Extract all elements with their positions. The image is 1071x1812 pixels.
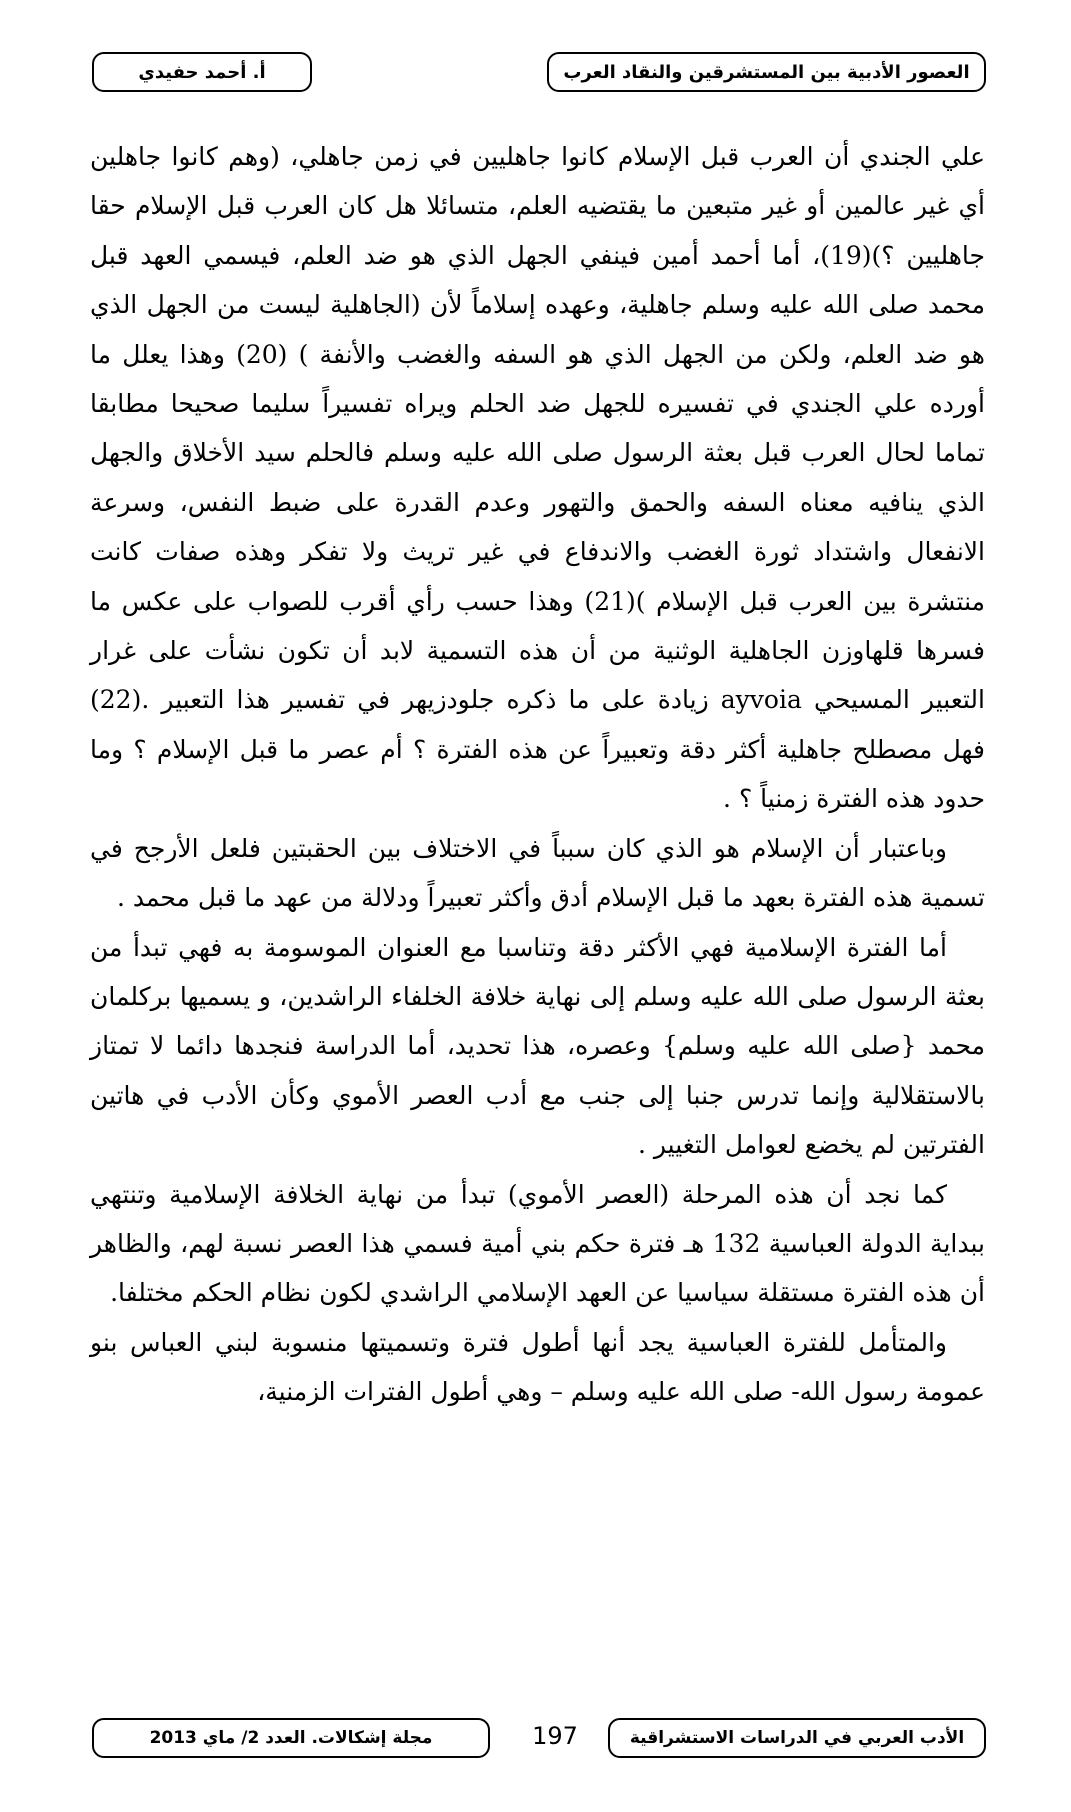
page-number: 197 xyxy=(532,1722,578,1750)
series-title: الأدب العربي في الدراسات الاستشراقية xyxy=(608,1718,986,1758)
paragraph-2: وباعتبار أن الإسلام هو الذي كان سبباً في الاختلاف بين الحقبتين فلعل الأرجح في تسمية هذه الفترة بعهد ما قبل الإسلام أدق وأكثر تعبيراً ودلالة من عهد ما قبل محمد . xyxy=(90,833,985,913)
paragraph-1: علي الجندي أن العرب قبل الإسلام كانوا جاهليين في زمن جاهلي، (وهم كانوا جاهلين أي غير عالمين أو غير متبعين ما يقتضيه العلم، متسائلا هل كان العرب قبل الإسلام حقا جاهليين ؟)(19)، أما أحمد أمين فينفي الجهل الذي هو ضد العلم، فيسمي العهد قبل محمد صلى الله عليه وسلم جاهلية، وعهده إسلاماً لأن (الجاهلية ليست من الجهل الذي هو ضد العلم، ولكن من الجهل الذي هو السفه والغضب والأنفة ) (20) وهذا يعلل ما أورده علي الجندي في تفسيره للجهل ضد الحلم ويراه تفسيراً سليما صحيحا مطابقا تماما لحال العرب قبل بعثة الرسول صلى الله عليه وسلم فالحلم سيد الأخلاق والجهل الذي ينافيه معناه السفه والحمق والتهور وعدم القدرة على ضبط النفس، وسرعة الانفعال واشتداد ثورة الغضب والاندفاع في غير تريث ولا تفكر وهذه صفات كانت منتشرة بين العرب قبل الإسلام )(21) وهذا حسب رأي أقرب للصواب على عكس ما فسرها قلهاوزن الجاهلية الوثنية من أن هذه التسمية لابد أن تكون نشأت على غرار التعبير المسيحي ayvoia زيادة على ما ذكره جلودزيهر في تفسير هذا التعبير .(22) فهل مصطلح جاهلية أكثر دقة وتعبيراً عن هذه الفترة ؟ أم عصر ما قبل الإسلام ؟ وما حدود هذه الفترة زمنياً ؟ . xyxy=(90,142,986,814)
author-name: أ. أحمد حفيدي xyxy=(92,52,312,92)
body-text xyxy=(90,132,985,1417)
paragraph-5: والمتأمل للفترة العباسية يجد أنها أطول فترة وتسميتها منسوبة لبني العباس بنو عمومة رسول الله- صلى الله عليه وسلم – وهي أطول الفترات الزمنية، xyxy=(90,1327,985,1407)
paragraph-4: كما نجد أن هذه المرحلة (العصر الأموي) تبدأ من نهاية الخلافة الإسلامية وتنتهي ببداية الدولة العباسية 132 هـ فترة حكم بني أمية فسمي هذا العصر نسبة لهم، والظاهر أن هذه الفترة مستقلة سياسيا عن العهد الإسلامي الراشدي لكون نظام الحكم مختلفا. xyxy=(90,1179,985,1308)
running-title: العصور الأدبية بين المستشرقين والنقاد العرب xyxy=(547,52,986,92)
journal-issue: مجلة إشكالات. العدد 2/ ماي 2013 xyxy=(92,1718,490,1758)
paragraph-3: أما الفترة الإسلامية فهي الأكثر دقة وتناسبا مع العنوان الموسومة به فهي تبدأ من بعثة الرسول صلى الله عليه وسلم إلى نهاية خلافة الخلفاء الراشدين، و يسميها بركلمان محمد {صلى الله عليه وسلم} وعصره، هذا تحديد، أما الدراسة فنجدها دائما لا تمتاز بالاستقلالية وإنما تدرس جنبا إلى جنب مع أدب العصر الأموي وكأن الأدب في هاتين الفترتين لم يخضع لعوامل التغيير . xyxy=(90,932,985,1160)
